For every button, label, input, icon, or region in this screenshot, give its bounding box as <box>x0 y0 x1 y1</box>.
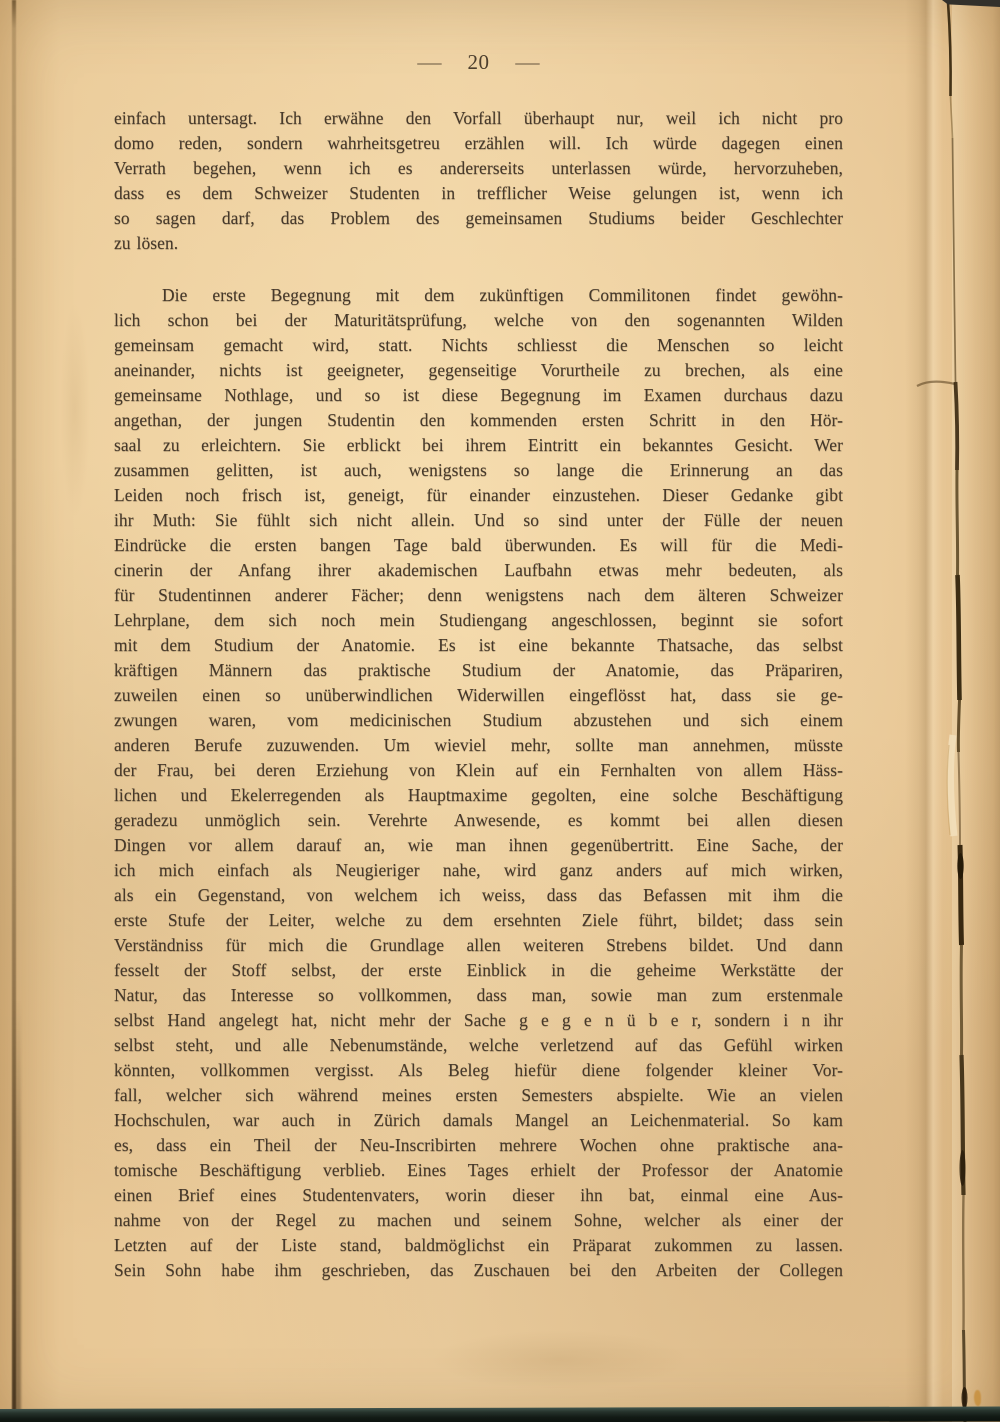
text-line: zwungen waren, vom medicinischen Studium abzustehen und sich einem <box>114 710 843 730</box>
paragraph <box>114 283 843 1283</box>
text-line: Letzten auf der Liste stand, baldmöglichst ein Präparat zukommen zu lassen. <box>114 1235 843 1255</box>
text-line: Sein Sohn habe ihm geschrieben, das Zuschauen bei den Arbeiten der Collegen <box>114 1260 843 1280</box>
page-number: 20 <box>467 49 490 74</box>
text-line: ich mich einfach als Neugieriger nahe, wird ganz anders auf mich wirken, <box>114 860 843 880</box>
text-line: geradezu unmöglich sein. Verehrte Anwesende, es kommt bei allen diesen <box>114 810 843 830</box>
text-line: Dingen vor allem darauf an, wie man ihnen gegenübertritt. Eine Sache, der <box>114 835 843 855</box>
text-line: fesselt der Stoff selbst, der erste Einblick in die geheime Werkstätte der <box>114 960 843 980</box>
text-line: selbst Hand angelegt hat, nicht mehr der Sache g e g e n ü b e r, sondern i n ihr <box>114 1010 843 1030</box>
text-line: zuweilen einen so unüberwindlichen Widerwillen eingeflösst hat, dass sie ge- <box>114 685 843 705</box>
text-line: saal zu erleichtern. Sie erblickt bei ihrem Eintritt ein bekanntes Gesicht. Wer <box>114 435 843 455</box>
text-line: Lehrplane, dem sich noch mein Studiengang angeschlossen, beginnt sie sofort <box>114 610 843 630</box>
text-line: nahme von der Regel zu machen und seinem Sohne, welcher als einer der <box>114 1210 843 1230</box>
header-dash-left: — <box>417 49 443 74</box>
text-line: dass es dem Schweizer Studenten in trefflicher Weise gelungen ist, wenn ich <box>114 183 843 203</box>
ink-speck <box>974 1390 981 1406</box>
text-line: Leiden noch frisch ist, geneigt, für einander einzustehen. Dieser Gedanke gibt <box>114 485 843 505</box>
text-line: Verrath begehen, wenn ich es andererseits unterlassen würde, hervorzuheben, <box>114 158 843 178</box>
paper-stain <box>60 300 90 520</box>
text-line: domo reden, sondern wahrheitsgetreu erzählen will. Ich würde dagegen einen <box>114 133 843 153</box>
binding-shadow-left-lower <box>13 1000 21 1412</box>
text-line: könnten, vollkommen vergisst. Als Beleg hiefür diene folgender kleiner Vor- <box>114 1060 843 1080</box>
text-line: so sagen darf, das Problem des gemeinsamen Studiums beider Geschlechter <box>114 208 843 228</box>
text-line: erste Stufe der Leiter, welche zu dem ersehnten Ziele führt, bildet; dass sein <box>114 910 843 930</box>
text-line: tomische Beschäftigung verblieb. Eines Tages erhielt der Professor der Anatomie <box>114 1160 843 1180</box>
text-line: fall, welcher sich während meines ersten Semesters abspielte. Wie an vielen <box>114 1085 843 1105</box>
paper-stain <box>430 1330 690 1390</box>
text-line: Die erste Begegnung mit dem zukünftigen Commilitonen findet gewöhn- <box>162 285 843 305</box>
text-line: einfach untersagt. Ich erwähne den Vorfall überhaupt nur, weil ich nicht pro <box>114 108 843 128</box>
paragraph <box>114 106 843 256</box>
text-line: als ein Gegenstand, von welchem ich weiss, dass das Befassen mit ihm die <box>114 885 843 905</box>
header-dash-right: — <box>514 49 540 74</box>
text-line: ihr Muth: Sie fühlt sich nicht allein. Und so sind unter der Fülle der neuen <box>114 510 843 530</box>
page-crack-right <box>900 0 1000 1422</box>
text-line: kräftigen Männern das praktische Studium der Anatomie, das Präpariren, <box>114 660 843 680</box>
text-line: für Studentinnen anderer Fächer; denn wenigstens nach dem älteren Schweizer <box>114 585 843 605</box>
text-line: der Frau, bei deren Erziehung von Klein auf ein Fernhalten von allem Häss- <box>114 760 843 780</box>
text-line: Eindrücke die ersten bangen Tage bald überwunden. Es will für die Medi- <box>114 535 843 555</box>
text-line: einen Brief eines Studentenvaters, worin dieser ihn bat, einmal eine Aus- <box>114 1185 843 1205</box>
text-line: gemeinsam gemacht wird, statt. Nichts schliesst die Menschen so leicht <box>114 335 843 355</box>
text-line: lich schon bei der Maturitätsprüfung, welche von den sogenannten Wilden <box>114 310 843 330</box>
text-line: zusammen gelitten, ist auch, wenigstens so lange die Erinnerung an das <box>114 460 843 480</box>
text-line: mit dem Studium der Anatomie. Es ist eine bekannte Thatsache, das selbst <box>114 635 843 655</box>
text-line: es, dass ein Theil der Neu-Inscribirten mehrere Wochen ohne praktische ana- <box>114 1135 843 1155</box>
text-line: lichen und Ekelerregenden als Hauptmaxime gegolten, eine solche Beschäftigung <box>114 785 843 805</box>
text-line: Verständniss für mich die Grundlage allen weiteren Strebens bildet. Und dann <box>114 935 843 955</box>
text-line: gemeinsame Nothlage, und so ist diese Begegnung im Examen durchaus dazu <box>114 385 843 405</box>
text-line: Hochschulen, war auch in Zürich damals Mangel an Leichenmaterial. So kam <box>114 1110 843 1130</box>
text-line: aneinander, nichts ist geeigneter, gegenseitige Vorurtheile zu brechen, als eine <box>114 360 843 380</box>
text-line: angethan, der jungen Studentin den kommenden ersten Schritt in den Hör- <box>114 410 843 430</box>
scan-edge-bottom <box>0 1407 1000 1422</box>
text-line: selbst steht, und alle Nebenumstände, welche verletzend auf das Gefühl wirken <box>114 1035 843 1055</box>
page-header <box>114 48 843 76</box>
text-line: cinerin der Anfang ihrer akademischen Laufbahn etwas mehr bedeuten, als <box>114 560 843 580</box>
text-line: zu lösen. <box>114 233 179 253</box>
text-block <box>114 106 843 1283</box>
text-line: anderen Berufe zuzuwenden. Um wieviel mehr, sollte man annehmen, müsste <box>114 735 843 755</box>
text-line: Natur, das Interesse so vollkommen, dass man, sowie man zum erstenmale <box>114 985 843 1005</box>
